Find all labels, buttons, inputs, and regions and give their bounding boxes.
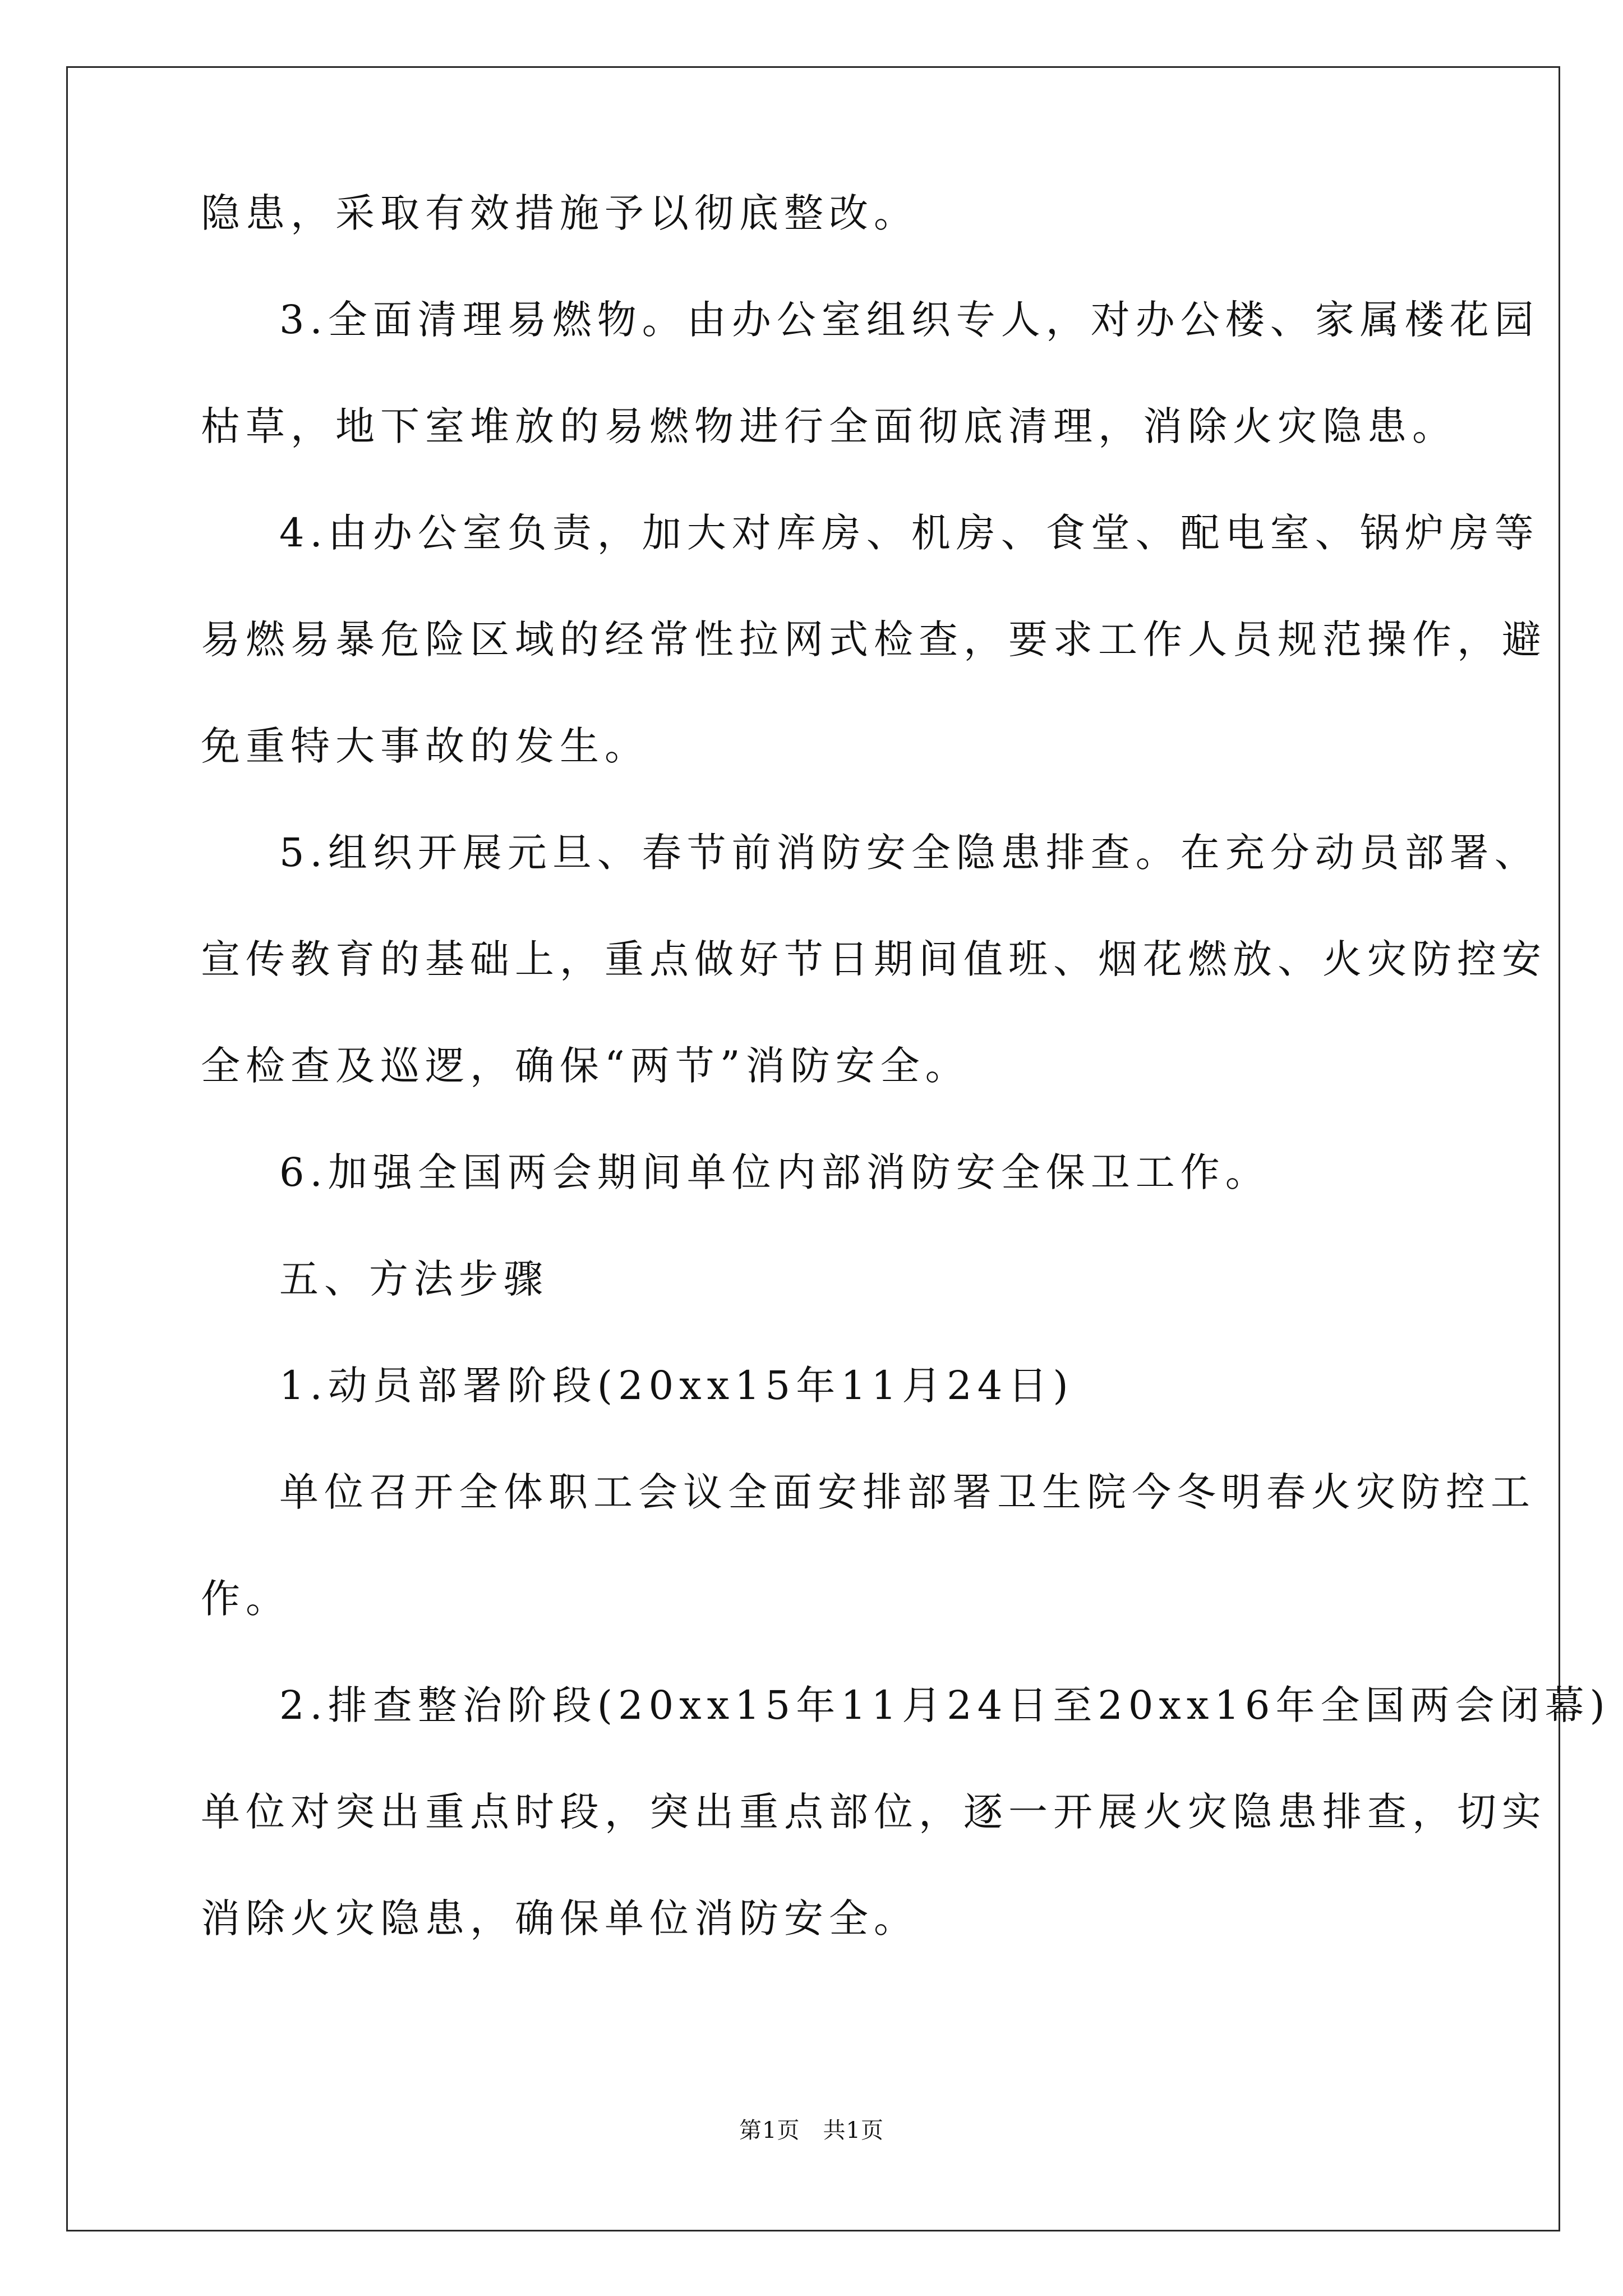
text-line: 5.组织开展元旦、春节前消防安全隐患排查。在充分动员部署、 <box>279 830 1539 876</box>
text-line: 消除火灾隐患，确保单位消防安全。 <box>201 1895 919 1941</box>
text-line: 易燃易暴危险区域的经常性拉网式检查，要求工作人员规范操作，避 <box>201 616 1547 662</box>
text-line: 单位召开全体职工会议全面安排部署卫生院今冬明春火灾防控工 <box>279 1469 1536 1515</box>
text-line: 4.由办公室负责，加大对库房、机房、食堂、配电室、锅炉房等 <box>279 510 1539 556</box>
text-line: 6.加强全国两会期间单位内部消防安全保卫工作。 <box>279 1149 1270 1195</box>
text-line: 2.排查整治阶段(20xx15年11月24日至20xx16年全国两会闭幕) <box>279 1682 1611 1728</box>
section-heading: 五、方法步骤 <box>279 1256 548 1302</box>
text-line: 宣传教育的基础上，重点做好节日期间值班、烟花燃放、火灾防控安 <box>201 936 1547 982</box>
text-line: 免重特大事故的发生。 <box>201 723 649 769</box>
text-line: 单位对突出重点时段，突出重点部位，逐一开展火灾隐患排查，切实 <box>201 1789 1547 1835</box>
text-line: 全检查及巡逻，确保“两节”消防安全。 <box>201 1043 970 1089</box>
text-line: 隐患，采取有效措施予以彻底整改。 <box>201 190 919 236</box>
text-line: 1.动员部署阶段(20xx15年11月24日) <box>279 1363 1074 1409</box>
text-line: 枯草，地下室堆放的易燃物进行全面彻底清理，消除火灾隐患。 <box>201 403 1457 449</box>
text-line: 3.全面清理易燃物。由办公室组织专人，对办公楼、家属楼花园 <box>279 297 1539 343</box>
page-footer: 第1页 共1页 <box>739 2118 884 2143</box>
text-line: 作。 <box>201 1576 291 1622</box>
